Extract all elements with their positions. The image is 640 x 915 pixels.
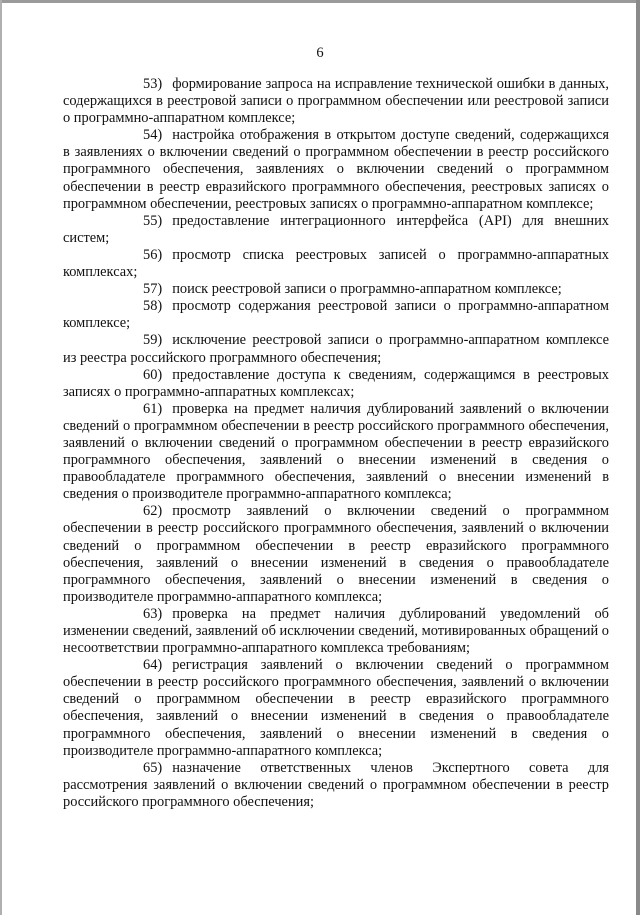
- item-number: 55): [143, 212, 163, 229]
- item-text: просмотр списка реестровых записей о программно-аппаратных комплексах;: [63, 246, 609, 281]
- item-number: 59): [143, 332, 163, 349]
- list-item: [63, 332, 609, 366]
- scan-edge-top: [0, 0, 640, 3]
- list-item: [63, 76, 609, 127]
- item-number: 65): [143, 759, 163, 776]
- item-text: просмотр содержания реестровой записи о программно-аппаратном комплексе;: [63, 298, 609, 332]
- item-text: проверка на предмет наличия дублирований уведомлений об изменении сведений, заявлений об исключении сведений, мотивированных обращений о несоответствии программно-аппаратного комплекса требованиям;: [63, 605, 609, 657]
- item-text: просмотр заявлений о включении сведений о программном обеспечении в реестр российского программного обеспечения, заявлений о включении сведений о программном обеспечении в реестр евразийского программного обеспечения, заявлений о внесении изменений в сведения о правообладателе программного обеспечения, заявлений о внесении изменений в сведения о производителе программно-аппаратного комплекса;: [63, 503, 609, 605]
- list-item: [63, 127, 609, 212]
- item-text: назначение ответственных членов Экспертного совета для рассмотрения заявлений о включении сведений о программном обеспечении в реестр российского программного обеспечения;: [63, 759, 609, 810]
- item-text: предоставление доступа к сведениям, содержащимся в реестровых записях о программно-аппаратных комплексах;: [63, 366, 609, 400]
- item-text: формирование запроса на исправление технической ошибки в данных, содержащихся в реестровой записи о программном обеспечении или реестровой записи о программно-аппаратном комплексе;: [63, 76, 609, 127]
- list-item: [63, 401, 609, 504]
- item-text: настройка отображения в открытом доступе сведений, содержащихся в заявлениях о включении сведений о программном обеспечении в реестр российского программного обеспечения, заявлениях о включении сведений о программном обеспечении в реестр евразийского программного обеспечения, реестровых записях о программном обеспечении, реестровых записях о программно-аппаратном комплексе;: [63, 127, 609, 212]
- item-number: 63): [143, 605, 163, 622]
- item-number: 53): [143, 76, 163, 92]
- item-text: предоставление интеграционного интерфейса (API) для внешних систем;: [63, 212, 609, 246]
- list-item: [63, 281, 609, 298]
- item-number: 62): [143, 503, 163, 520]
- item-text: проверка на предмет наличия дублирований заявлений о включении сведений о программном обеспечении в реестр российского программного обеспечения, заявлений о включении сведений о программном обеспечении в реестр евразийского программного обеспечения, заявлений о внесении изменений в сведения о правообладателе программного обеспечения, заявлений о внесении изменений в сведения о производителе программно-аппаратного комплекса;: [63, 400, 609, 503]
- item-number: 58): [143, 298, 163, 315]
- item-number: 56): [143, 246, 163, 263]
- item-number: 54): [143, 127, 163, 144]
- item-number: 60): [143, 366, 163, 383]
- item-number: 64): [143, 657, 163, 674]
- document-body: [63, 76, 609, 811]
- scan-edge-left: [0, 0, 2, 915]
- item-number: 57): [143, 281, 163, 298]
- item-number: 61): [143, 400, 163, 417]
- list-item: [63, 213, 609, 247]
- item-text: регистрация заявлений о включении сведений о программном обеспечении в реестр российского программного обеспечения, заявлений о включении сведений о программном обеспечении в реестр евразийского программного обеспечения, заявлений о внесении изменений в сведения о правообладателе программного обеспечения, заявлений о внесении изменений в сведения о производителе программно-аппаратного комплекса;: [63, 657, 609, 759]
- item-text: исключение реестровой записи о программно-аппаратном комплексе из реестра российского программного обеспечения;: [63, 332, 609, 366]
- item-text: поиск реестровой записи о программно-аппаратном комплексе;: [172, 281, 562, 298]
- scan-edge-right: [636, 0, 640, 915]
- list-item: [63, 298, 609, 332]
- list-item: [63, 503, 609, 606]
- page-number: 6: [316, 45, 324, 61]
- list-item: [63, 247, 609, 281]
- list-item: [63, 760, 609, 811]
- list-item: [63, 657, 609, 760]
- list-item: [63, 367, 609, 401]
- list-item: [63, 606, 609, 657]
